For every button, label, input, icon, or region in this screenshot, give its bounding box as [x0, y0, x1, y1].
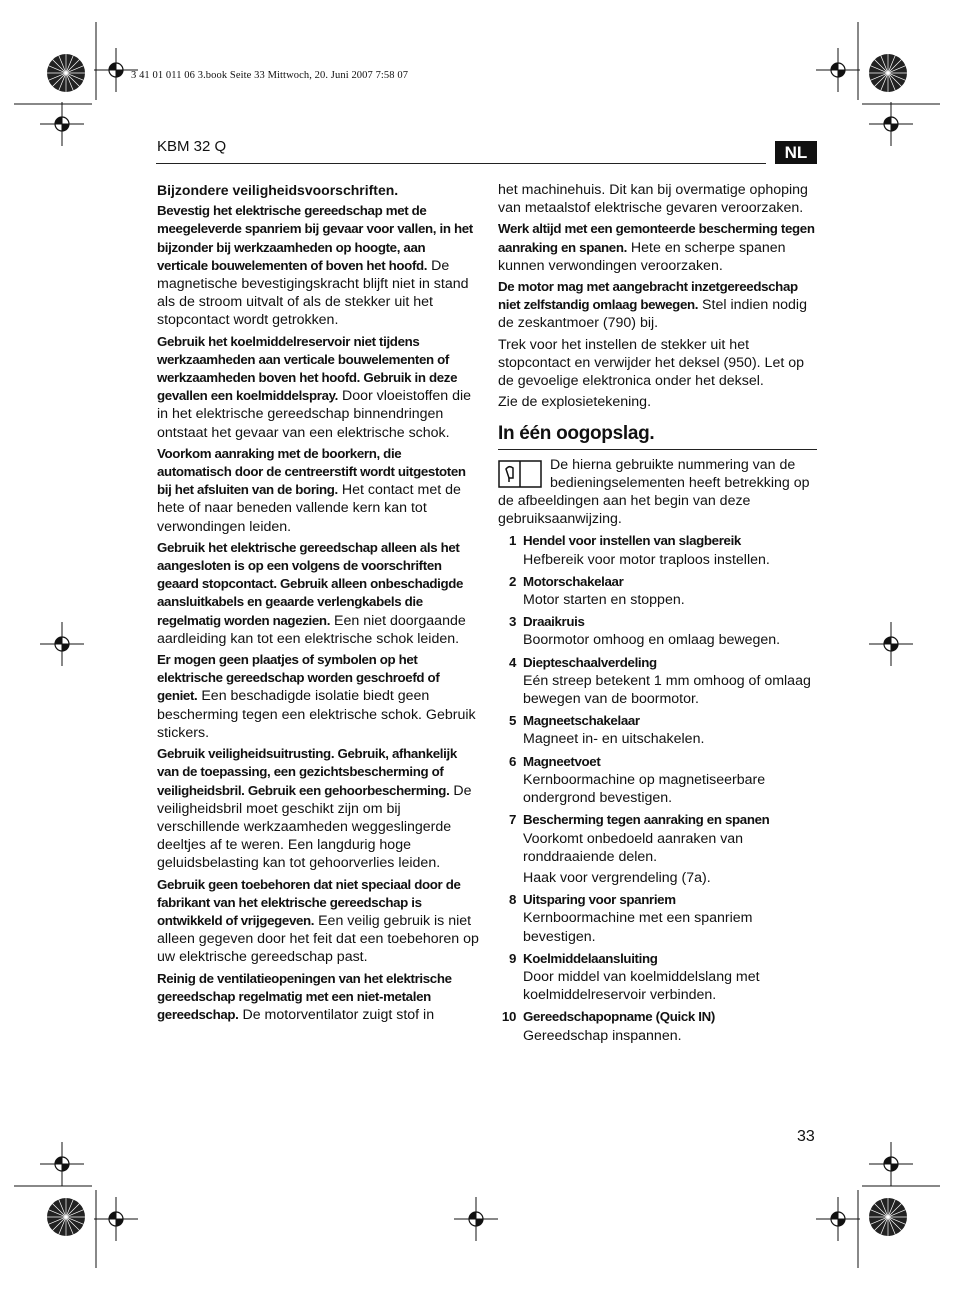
bold-instruction: Bevestig het elektrische gereedschap met de meegeleverde spanriem bij gevaar voor vallen, in het bijzonder bij werkzaamheden op hoogte, aan verticale bouwelementen of boven het hoofd.	[157, 203, 473, 273]
item-title-text: Koelmiddelaansluiting	[523, 950, 658, 966]
right-column	[498, 181, 820, 1048]
bold-instruction: Voorkom aanraking met de boorkern, die automatisch door de centreerstift wordt uitgestoten bij het afsluiten van de boring.	[157, 445, 466, 498]
list-item	[498, 950, 820, 1005]
item-title	[498, 613, 820, 631]
page-number: 33	[797, 1128, 815, 1145]
list-item	[498, 891, 820, 946]
item-description: Kernboormachine op magnetiseerbare ondergrond bevestigen.	[523, 771, 766, 807]
item-title	[498, 532, 820, 550]
item-title-text: Bescherming tegen aanraking en spanen	[523, 812, 770, 828]
item-title	[498, 811, 820, 829]
right-paragraphs	[498, 181, 820, 411]
item-number: 7	[508, 812, 516, 828]
item-number: 2	[508, 573, 516, 589]
section-rule	[498, 449, 817, 450]
item-number: 5	[508, 713, 516, 729]
list-item	[498, 613, 820, 649]
item-description: Door middel van koelmiddelslang met koelmiddelreservoir verbinden.	[523, 968, 760, 1004]
item-description: Magneet in- en uitschakelen.	[523, 731, 705, 748]
print-header: 3 41 01 011 06 3.book Seite 33 Mittwoch, 20. Juni 2007 7:58 07	[131, 70, 409, 81]
item-title-text: Magneetvoet	[523, 753, 601, 769]
item-title	[498, 1008, 820, 1026]
item-number: 4	[508, 654, 516, 670]
left-paragraphs	[157, 202, 479, 1024]
header-rule	[156, 163, 766, 164]
paragraph-text: Het contact met de hete of naar beneden vallende kern kan tot verwondingen leiden.	[157, 482, 461, 535]
list-item	[498, 654, 820, 709]
model-name: KBM 32 Q	[157, 138, 227, 155]
right-paragraph	[498, 336, 820, 391]
list-item	[498, 532, 820, 568]
paragraph-text: Een veilig gebruik is niet alleen gegeven door het feit dat een toebehoren op uw elektrische gereedschap past.	[157, 912, 479, 966]
paragraph-text: De motorventilator zuigt stof in	[238, 1006, 435, 1023]
item-description: Kernboormachine met een spanriem bevestigen.	[523, 910, 753, 945]
item-title-text: Diepteschaalverdeling	[523, 654, 657, 670]
right-paragraph	[498, 278, 820, 333]
item-description: Haak voor vergrendeling (7a).	[523, 869, 711, 886]
right-paragraph	[498, 393, 820, 411]
left-paragraph	[157, 651, 479, 742]
paragraph-text: De magnetische bevestigingskracht blijft niet in stand als de stroom uitvalt of als de stekker uit het stopcontact wordt getrokken.	[157, 257, 469, 329]
paragraph-text: Hete en scherpe spanen kunnen verwondingen veroorzaken.	[498, 239, 786, 274]
item-title-text: Motorschakelaar	[523, 573, 624, 589]
bold-instruction: Reinig de ventilatieopeningen van het elektrische gereedschap regelmatig met een niet-metalen gereedschap.	[157, 970, 452, 1022]
list-item	[498, 811, 820, 887]
bold-instruction: Gebruik geen toebehoren dat niet speciaal door de fabrikant van het elektrische gereedschap is ontwikkeld of vrijgegeven.	[157, 876, 461, 928]
paragraph-text: Door vloeistoffen die in het elektrische gereedschap binnendringen ontstaat het gevaar van een elektrische schok.	[157, 388, 472, 441]
left-paragraph	[157, 745, 479, 872]
left-paragraph	[157, 333, 479, 442]
item-number: 8	[508, 892, 516, 908]
bold-instruction: Gebruik veiligheidsuitrusting. Gebruik, afhankelijk van de toepassing, een gezichtsbescherming of veiligheidsbril. Gebruik een gehoorbescherming.	[157, 746, 457, 798]
item-title	[498, 950, 820, 968]
item-number: 9	[508, 950, 516, 966]
list-item	[498, 1008, 820, 1044]
left-column	[157, 181, 479, 1027]
item-number: 6	[508, 753, 516, 769]
item-number: 10	[501, 1009, 516, 1025]
item-description: Boormotor omhoog en omlaag bewegen.	[523, 632, 781, 649]
item-description: Voorkomt onbedoeld aanraken van ronddraaiende delen.	[523, 830, 744, 865]
intro	[498, 456, 820, 529]
list-item	[498, 712, 820, 748]
item-title-text: Draaikruis	[523, 614, 585, 630]
left-paragraph	[157, 539, 479, 648]
item-title-text: Uitsparing voor spanriem	[523, 892, 676, 908]
item-description: Motor starten en stoppen.	[523, 592, 685, 609]
item-description: Eén streep betekent 1 mm omhoog of omlaag bewegen van de boormotor.	[523, 672, 811, 708]
item-title-text: Magneetschakelaar	[523, 713, 640, 729]
left-heading: Bijzondere veiligheidsvoorschriften.	[157, 182, 399, 198]
intro-text: De hierna gebruikte nummering van de bedieningselementen heeft betrekking op de afbeeldingen aan het begin van deze gebruiksaanwijzing.	[498, 456, 810, 528]
bold-instruction: Gebruik het koelmiddelreservoir niet tijdens werkzaamheden aan verticale bouwelementen of werkzaamheden boven het hoofd. Gebruik in deze gevallen een koelmiddelspray.	[157, 333, 458, 404]
item-number: 1	[508, 533, 516, 549]
item-title-text: Hendel voor instellen van slagbereik	[523, 533, 741, 549]
list-item	[498, 753, 820, 808]
component-list	[498, 532, 820, 1044]
bold-instruction: Gebruik het elektrische gereedschap alleen als het aangesloten is op een volgens de voorschriften geaard stopcontact. Gebruik alleen onbeschadigde aansluitkabels en geaarde verlengkabels die regelmatig worden nagezien.	[157, 539, 464, 628]
right-paragraph	[498, 181, 820, 217]
item-title	[498, 573, 820, 591]
paragraph-text: Zie de explosietekening.	[498, 394, 652, 411]
item-description: Gereedschap inspannen.	[523, 1027, 682, 1044]
item-number: 3	[508, 614, 516, 630]
language-badge: NL	[775, 141, 817, 164]
paragraph-text: Een beschadigde isolatie biedt geen bescherming tegen een elektrische schok. Gebruik stickers.	[157, 688, 476, 741]
item-title-text: Gereedschapopname (Quick IN)	[523, 1009, 715, 1025]
paragraph-text: Een niet doorgaande aardleiding kan tot een elektrische schok leiden.	[157, 612, 466, 647]
paragraph-text: De veiligheidsbril moet geschikt zijn om bij verschillende werkzaamheden weggeslingerde deeltjes af te weren. Een langdurig hoge geluidsbelasting kan tot gehoorverlies leiden.	[157, 782, 472, 872]
left-paragraph	[157, 970, 479, 1025]
item-title	[498, 891, 820, 909]
paragraph-text: Trek voor het instellen de stekker uit het stopcontact en verwijder het deksel (950). Let op de gevoelige elektronica onder het deksel.	[498, 336, 804, 390]
right-paragraph	[498, 220, 820, 275]
item-title	[498, 654, 820, 672]
bold-instruction: Er mogen geen plaatjes of symbolen op het elektrische gereedschap worden geschroefd of geniet.	[157, 652, 440, 704]
item-title	[498, 712, 820, 730]
paragraph-text: Stel indien nodig de zeskantmoer (790) bij.	[498, 297, 807, 332]
left-paragraph	[157, 202, 479, 329]
paragraph-text: het machinehuis. Dit kan bij overmatige ophoping van metaalstof elektrische gevaren veroorzaken.	[498, 182, 808, 217]
left-paragraph	[157, 445, 479, 536]
list-item	[498, 573, 820, 609]
item-description: Hefbereik voor motor traploos instellen.	[523, 551, 770, 568]
manual-book-icon	[498, 460, 542, 488]
left-paragraph	[157, 876, 479, 967]
bold-instruction: De motor mag met aangebracht inzetgereedschap niet zelfstandig omlaag bewegen.	[498, 279, 798, 313]
bold-instruction: Werk altijd met een gemonteerde bescherming tegen aanraking en spanen.	[498, 221, 815, 255]
section-title: In één oogopslag.	[498, 423, 655, 445]
item-title	[498, 753, 820, 771]
